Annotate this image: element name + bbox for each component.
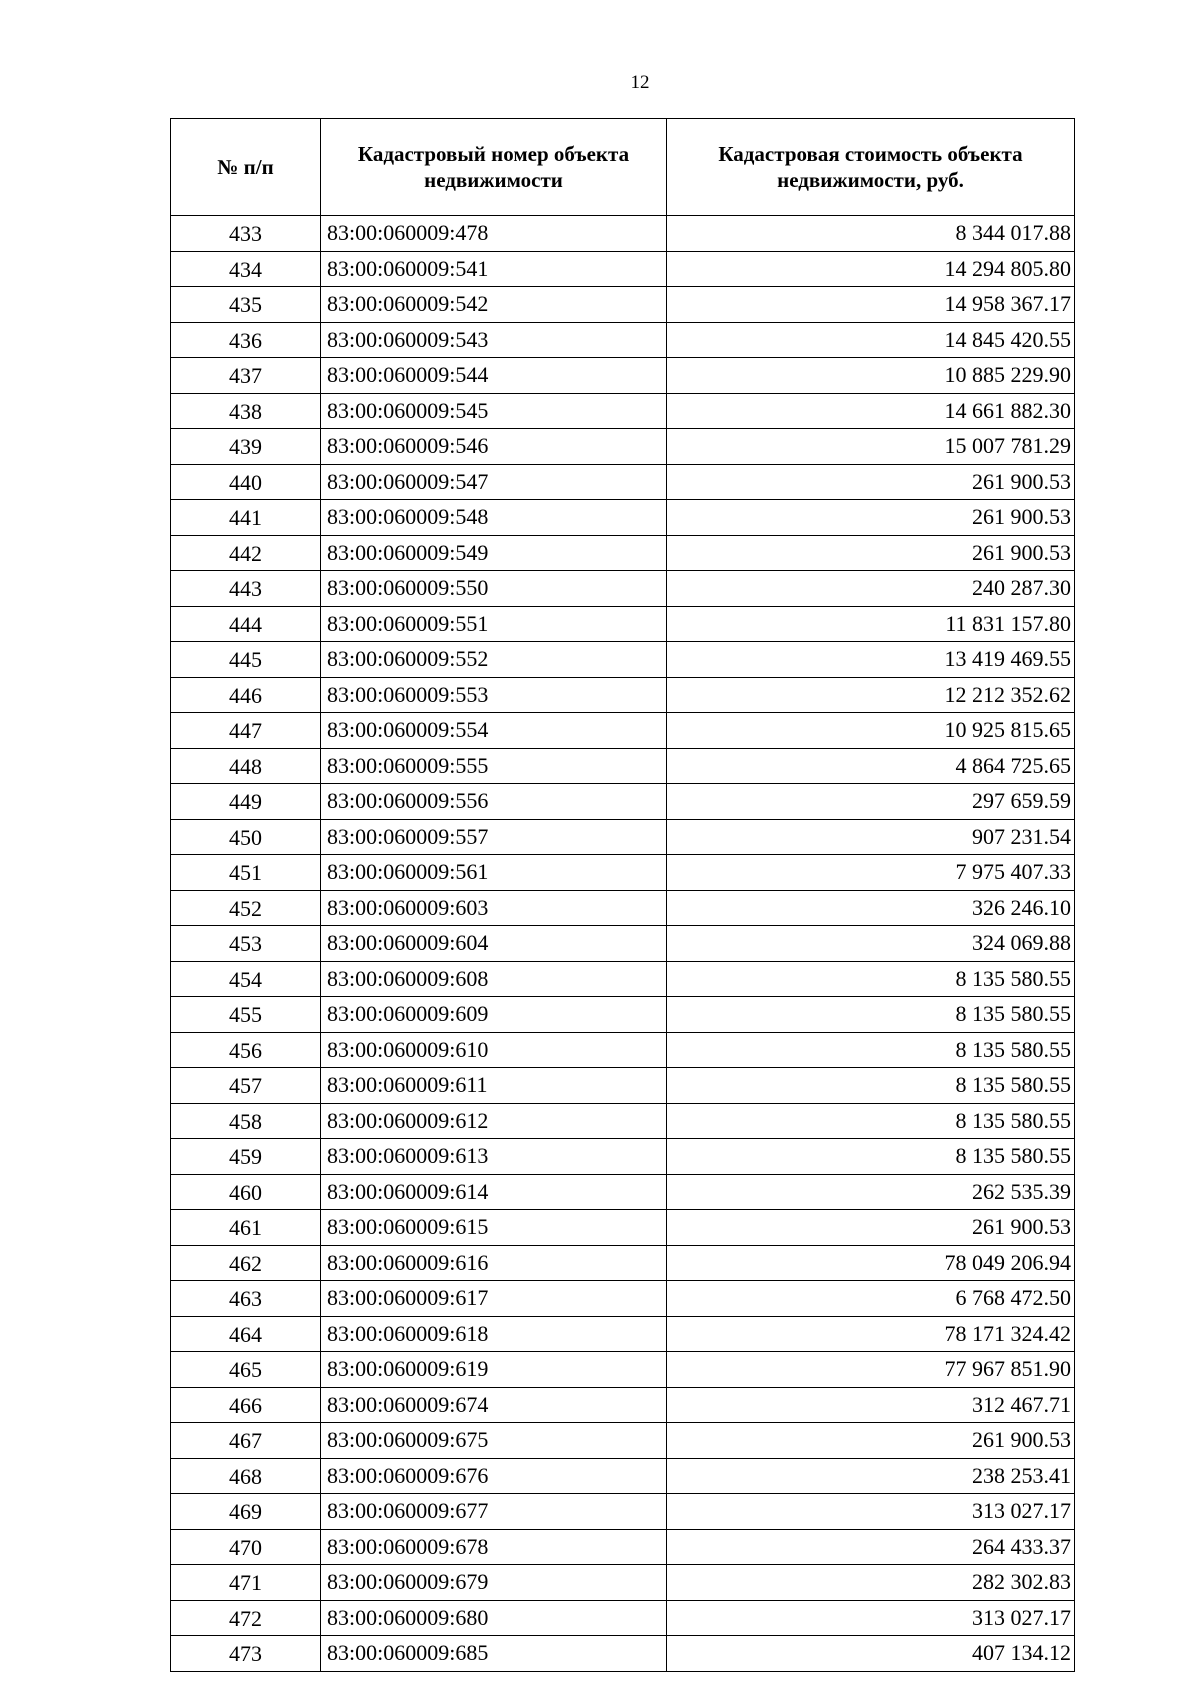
table-row [171,677,1075,713]
row-number-cell: 467 [171,1423,321,1459]
row-number-cell: 452 [171,890,321,926]
cadastral-value-cell: 282 302.83 [667,1565,1075,1601]
cadastral-number-cell: 83:00:060009:547 [321,464,667,500]
row-number-cell: 459 [171,1139,321,1175]
table-row [171,784,1075,820]
cadastral-number-cell: 83:00:060009:680 [321,1600,667,1636]
table-row [171,1458,1075,1494]
cadastral-number-cell: 83:00:060009:685 [321,1636,667,1672]
cadastral-value-cell: 8 135 580.55 [667,1068,1075,1104]
cadastral-number-cell: 83:00:060009:603 [321,890,667,926]
row-number-cell: 436 [171,322,321,358]
cadastral-value-cell: 261 900.53 [667,1423,1075,1459]
cadastral-value-cell: 8 344 017.88 [667,216,1075,252]
row-number-cell: 460 [171,1174,321,1210]
cadastral-value-cell: 313 027.17 [667,1494,1075,1530]
cadastral-value-cell: 326 246.10 [667,890,1075,926]
cadastral-value-cell: 10 925 815.65 [667,713,1075,749]
cadastral-value-cell: 262 535.39 [667,1174,1075,1210]
cadastral-number-cell: 83:00:060009:544 [321,358,667,394]
cadastral-value-cell: 14 661 882.30 [667,393,1075,429]
table-row [171,1316,1075,1352]
cadastral-number-cell: 83:00:060009:556 [321,784,667,820]
row-number-cell: 443 [171,571,321,607]
table-row [171,1387,1075,1423]
cadastral-value-cell: 312 467.71 [667,1387,1075,1423]
row-number-cell: 433 [171,216,321,252]
cadastral-number-cell: 83:00:060009:554 [321,713,667,749]
cadastral-number-cell: 83:00:060009:619 [321,1352,667,1388]
row-number-cell: 447 [171,713,321,749]
cadastral-number-cell: 83:00:060009:551 [321,606,667,642]
table-row [171,393,1075,429]
table-row [171,997,1075,1033]
cadastral-value-cell: 8 135 580.55 [667,961,1075,997]
table-row [171,358,1075,394]
row-number-cell: 465 [171,1352,321,1388]
header-row-number: № п/п [171,119,321,216]
cadastral-value-cell: 8 135 580.55 [667,1103,1075,1139]
table-row [171,287,1075,323]
cadastral-value-cell: 8 135 580.55 [667,1139,1075,1175]
row-number-cell: 469 [171,1494,321,1530]
cadastral-value-cell: 6 768 472.50 [667,1281,1075,1317]
cadastral-number-cell: 83:00:060009:553 [321,677,667,713]
header-cadastral-number: Кадастровый номер объекта недвижимости [321,119,667,216]
cadastral-value-cell: 264 433.37 [667,1529,1075,1565]
row-number-cell: 454 [171,961,321,997]
cadastral-value-cell: 297 659.59 [667,784,1075,820]
cadastral-value-cell: 11 831 157.80 [667,606,1075,642]
cadastral-value-cell: 14 845 420.55 [667,322,1075,358]
table-row [171,251,1075,287]
table-row [171,1139,1075,1175]
row-number-cell: 450 [171,819,321,855]
cadastral-value-cell: 240 287.30 [667,571,1075,607]
cadastral-number-cell: 83:00:060009:604 [321,926,667,962]
cadastral-value-cell: 7 975 407.33 [667,855,1075,891]
cadastral-number-cell: 83:00:060009:614 [321,1174,667,1210]
table-row [171,464,1075,500]
row-number-cell: 445 [171,642,321,678]
table-body [171,216,1075,1672]
cadastral-value-cell: 78 171 324.42 [667,1316,1075,1352]
row-number-cell: 457 [171,1068,321,1104]
cadastral-number-cell: 83:00:060009:674 [321,1387,667,1423]
table-row [171,1352,1075,1388]
row-number-cell: 435 [171,287,321,323]
cadastral-number-cell: 83:00:060009:546 [321,429,667,465]
cadastral-number-cell: 83:00:060009:612 [321,1103,667,1139]
cadastral-value-cell: 313 027.17 [667,1600,1075,1636]
table-row [171,1281,1075,1317]
table-row [171,429,1075,465]
cadastral-value-cell: 10 885 229.90 [667,358,1075,394]
cadastral-value-cell: 907 231.54 [667,819,1075,855]
cadastral-number-cell: 83:00:060009:675 [321,1423,667,1459]
table-row [171,1529,1075,1565]
cadastral-value-cell: 12 212 352.62 [667,677,1075,713]
cadastral-value-cell: 13 419 469.55 [667,642,1075,678]
row-number-cell: 440 [171,464,321,500]
cadastral-number-cell: 83:00:060009:615 [321,1210,667,1246]
cadastral-number-cell: 83:00:060009:617 [321,1281,667,1317]
cadastral-number-cell: 83:00:060009:611 [321,1068,667,1104]
table-row [171,322,1075,358]
cadastral-value-cell: 14 294 805.80 [667,251,1075,287]
row-number-cell: 458 [171,1103,321,1139]
row-number-cell: 463 [171,1281,321,1317]
row-number-cell: 466 [171,1387,321,1423]
table-header-row [171,119,1075,216]
row-number-cell: 444 [171,606,321,642]
table-row [171,748,1075,784]
cadastral-number-cell: 83:00:060009:555 [321,748,667,784]
row-number-cell: 470 [171,1529,321,1565]
table-row [171,1565,1075,1601]
cadastral-number-cell: 83:00:060009:550 [321,571,667,607]
cadastral-value-cell: 238 253.41 [667,1458,1075,1494]
row-number-cell: 448 [171,748,321,784]
cadastral-number-cell: 83:00:060009:549 [321,535,667,571]
row-number-cell: 473 [171,1636,321,1672]
cadastral-value-cell: 77 967 851.90 [667,1352,1075,1388]
row-number-cell: 471 [171,1565,321,1601]
cadastral-value-cell: 324 069.88 [667,926,1075,962]
cadastral-number-cell: 83:00:060009:561 [321,855,667,891]
table-row [171,1600,1075,1636]
cadastral-number-cell: 83:00:060009:677 [321,1494,667,1530]
cadastral-value-cell: 78 049 206.94 [667,1245,1075,1281]
cadastral-value-cell: 8 135 580.55 [667,1032,1075,1068]
cadastral-number-cell: 83:00:060009:608 [321,961,667,997]
row-number-cell: 437 [171,358,321,394]
table-row [171,1423,1075,1459]
page-number: 12 [630,72,650,93]
cadastral-number-cell: 83:00:060009:545 [321,393,667,429]
cadastral-value-cell: 4 864 725.65 [667,748,1075,784]
cadastral-number-cell: 83:00:060009:676 [321,1458,667,1494]
table-row [171,1032,1075,1068]
cadastral-value-cell: 261 900.53 [667,500,1075,536]
table-row [171,961,1075,997]
cadastral-number-cell: 83:00:060009:618 [321,1316,667,1352]
table-row [171,713,1075,749]
table-row [171,535,1075,571]
row-number-cell: 472 [171,1600,321,1636]
table-row [171,500,1075,536]
cadastral-number-cell: 83:00:060009:610 [321,1032,667,1068]
table-row [171,855,1075,891]
table-row [171,606,1075,642]
row-number-cell: 468 [171,1458,321,1494]
table-row [171,642,1075,678]
row-number-cell: 434 [171,251,321,287]
cadastral-number-cell: 83:00:060009:609 [321,997,667,1033]
row-number-cell: 449 [171,784,321,820]
row-number-cell: 451 [171,855,321,891]
cadastral-number-cell: 83:00:060009:679 [321,1565,667,1601]
cadastral-value-cell: 261 900.53 [667,464,1075,500]
table-row [171,819,1075,855]
cadastral-number-cell: 83:00:060009:543 [321,322,667,358]
cadastral-number-cell: 83:00:060009:541 [321,251,667,287]
row-number-cell: 442 [171,535,321,571]
table-row [171,1174,1075,1210]
row-number-cell: 464 [171,1316,321,1352]
header-cadastral-value: Кадастровая стоимость объекта недвижимости, руб. [667,119,1075,216]
cadastral-number-cell: 83:00:060009:478 [321,216,667,252]
table-row [171,1103,1075,1139]
table-row [171,1068,1075,1104]
cadastral-number-cell: 83:00:060009:542 [321,287,667,323]
table-row [171,1245,1075,1281]
table-row [171,926,1075,962]
table-row [171,1494,1075,1530]
cadastral-number-cell: 83:00:060009:548 [321,500,667,536]
cadastral-number-cell: 83:00:060009:557 [321,819,667,855]
row-number-cell: 462 [171,1245,321,1281]
table-row [171,1636,1075,1672]
row-number-cell: 441 [171,500,321,536]
cadastral-value-cell: 261 900.53 [667,535,1075,571]
cadastral-value-table [170,118,1075,1672]
cadastral-value-cell: 14 958 367.17 [667,287,1075,323]
cadastral-number-cell: 83:00:060009:678 [321,1529,667,1565]
cadastral-number-cell: 83:00:060009:552 [321,642,667,678]
table-row [171,216,1075,252]
row-number-cell: 456 [171,1032,321,1068]
cadastral-value-cell: 15 007 781.29 [667,429,1075,465]
cadastral-value-cell: 8 135 580.55 [667,997,1075,1033]
table-row [171,1210,1075,1246]
row-number-cell: 455 [171,997,321,1033]
row-number-cell: 439 [171,429,321,465]
row-number-cell: 438 [171,393,321,429]
row-number-cell: 453 [171,926,321,962]
row-number-cell: 446 [171,677,321,713]
cadastral-value-cell: 261 900.53 [667,1210,1075,1246]
table-row [171,571,1075,607]
table-row [171,890,1075,926]
cadastral-value-cell: 407 134.12 [667,1636,1075,1672]
cadastral-number-cell: 83:00:060009:616 [321,1245,667,1281]
row-number-cell: 461 [171,1210,321,1246]
cadastral-number-cell: 83:00:060009:613 [321,1139,667,1175]
